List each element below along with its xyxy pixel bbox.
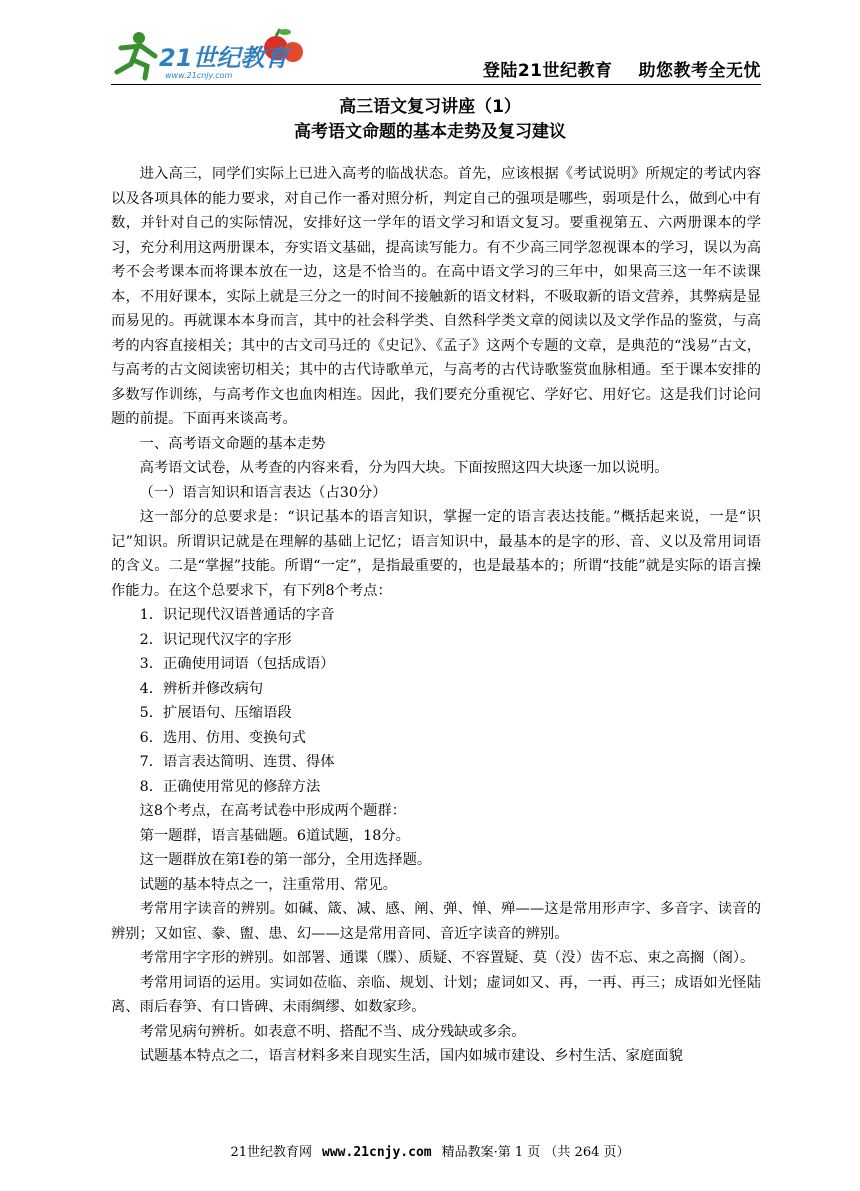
footer-site-link[interactable]: www.21cnjy.com (322, 1145, 432, 1160)
paragraph: 第一题群，语言基础题。6道试题，18分。 (139, 827, 410, 844)
logo-text: 21世纪教育 (159, 44, 289, 72)
section-heading: 一、高考语文命题的基本走势 (139, 435, 326, 452)
list-item: 1．识记现代汉语普通话的字音 (139, 607, 335, 623)
body-text (111, 162, 761, 1069)
footer-page-info: 精品教案·第 1 页 （共 264 页） (441, 1145, 630, 1160)
subsection-heading: （一）语言知识和语言表达（占30分） (139, 484, 387, 501)
logo (111, 26, 311, 84)
page-footer (0, 1141, 860, 1160)
paragraph: 这一部分的总要求是：“识记基本的语言知识，掌握一定的语言表达技能。”概括起来说，一是“识记”知识。所谓识记就是在理解的基础上记忆；语言知识中，最基本的是字的形、音、义以及常用词语的含义。二是“掌握”技能。所谓“一定”，是指最重要的，也是最基本的；所谓“技能”就是实际的语言操作能力。在这个总要求下，有下列8个考点： (111, 509, 761, 599)
list-item: 2．识记现代汉字的字形 (139, 631, 292, 648)
page-header (111, 26, 761, 86)
header-slogan (483, 56, 761, 81)
lecture-title: 高三语文复习讲座（1） (339, 97, 521, 117)
paragraph: 考常用字字形的辨别。如部署、通谍（牒）、质疑、不容置疑、莫（没）齿不忘、束之高搁（阁）。 (139, 950, 755, 966)
paragraph: 这一题群放在第Ⅰ卷的第一部分，全用选择题。 (139, 852, 432, 868)
paragraph: 考常用词语的运用。实词如莅临、亲临、规划、计划；虚词如又、再，一再、再三；成语如光怪陆离、雨后春笋、有口皆碑、未雨绸缪、如数家珍。 (111, 974, 761, 1015)
list-item: 5．扩展语句、压缩语段 (139, 705, 292, 721)
list-item: 3．正确使用词语（包括成语） (139, 656, 335, 672)
lecture-subtitle: 高考语文命题的基本走势及复习建议 (294, 122, 566, 142)
list-item: 4．辨析并修改病句 (139, 680, 264, 697)
list-item: 6．选用、仿用、变换句式 (139, 729, 306, 746)
header-rule (111, 84, 761, 85)
slogan-left: 登陆21世纪教育 (482, 61, 613, 81)
paragraph: 考常用字读音的辨别。如碱、箴、减、感、阐、弹、惮、殚——这是常用形声字、多音字、读音的辨别；又如宦、豢、盥、患、幻——这是常用音同、音近字读音的辨别。 (111, 901, 761, 942)
paragraph: 考常见病句辨析。如表意不明、搭配不当、成分残缺或多余。 (139, 1023, 526, 1040)
paragraph: 试题基本特点之二，语言材料多来自现实生活，国内如城市建设、乡村生活、家庭面貌 (139, 1048, 683, 1064)
list-item: 7．语言表达简明、连贯、得体 (139, 754, 335, 770)
logo-graphic (111, 26, 311, 84)
slogan-right: 助您教考全无忧 (638, 61, 761, 81)
paragraph: 试题的基本特点之一，注重常用、常见。 (139, 876, 397, 893)
paragraph: 高考语文试卷，从考查的内容来看，分为四大块。下面按照这四大块逐一加以说明。 (139, 460, 669, 476)
logo-url: www.21cnjy.com (165, 71, 233, 80)
paragraph: 进入高三，同学们实际上已进入高考的临战状态。首先，应该根据《考试说明》所规定的考试内容以及各项具体的能力要求，对自己作一番对照分析，判定自己的强项是哪些，弱项是什么，做到心中有数，并针对自己的实际情况，安排好这一学年的语文学习和语文复习。要重视第五、六两册课本的学习，充分利用这两册课本，夯实语文基础，提高读写能力。有不少高三同学忽视课本的学习，误以为高考不会考课本而将课本放在一边，这是不恰当的。在高中语文学习的三年中，如果高三这一年不读课本，不用好课本，实际上就是三分之一的时间不接触新的语文材料，不吸取新的语文营养，其弊病是显而易见的。再就课本本身而言，其中的社会科学类、自然科学类文章的阅读以及文学作品的鉴赏，与高考的内容直接相关；其中的古文司马迁的《史记》、《孟子》这两个专题的文章，是典范的“浅易”古文，与高考的古文阅读密切相关；其中的古代诗歌单元，与高考的古代诗歌鉴赏血脉相通。至于课本安排的多数写作训练，与高考作文也血肉相连。因此，我们要充分重视它、学好它、用好它。这是我们讨论问题的前提。下面再来谈高考。 (111, 166, 761, 427)
footer-source: 21世纪教育网 (230, 1145, 313, 1160)
paragraph: 这8个考点，在高考试卷中形成两个题群： (139, 803, 407, 819)
list-item: 8．正确使用常见的修辞方法 (139, 778, 321, 795)
